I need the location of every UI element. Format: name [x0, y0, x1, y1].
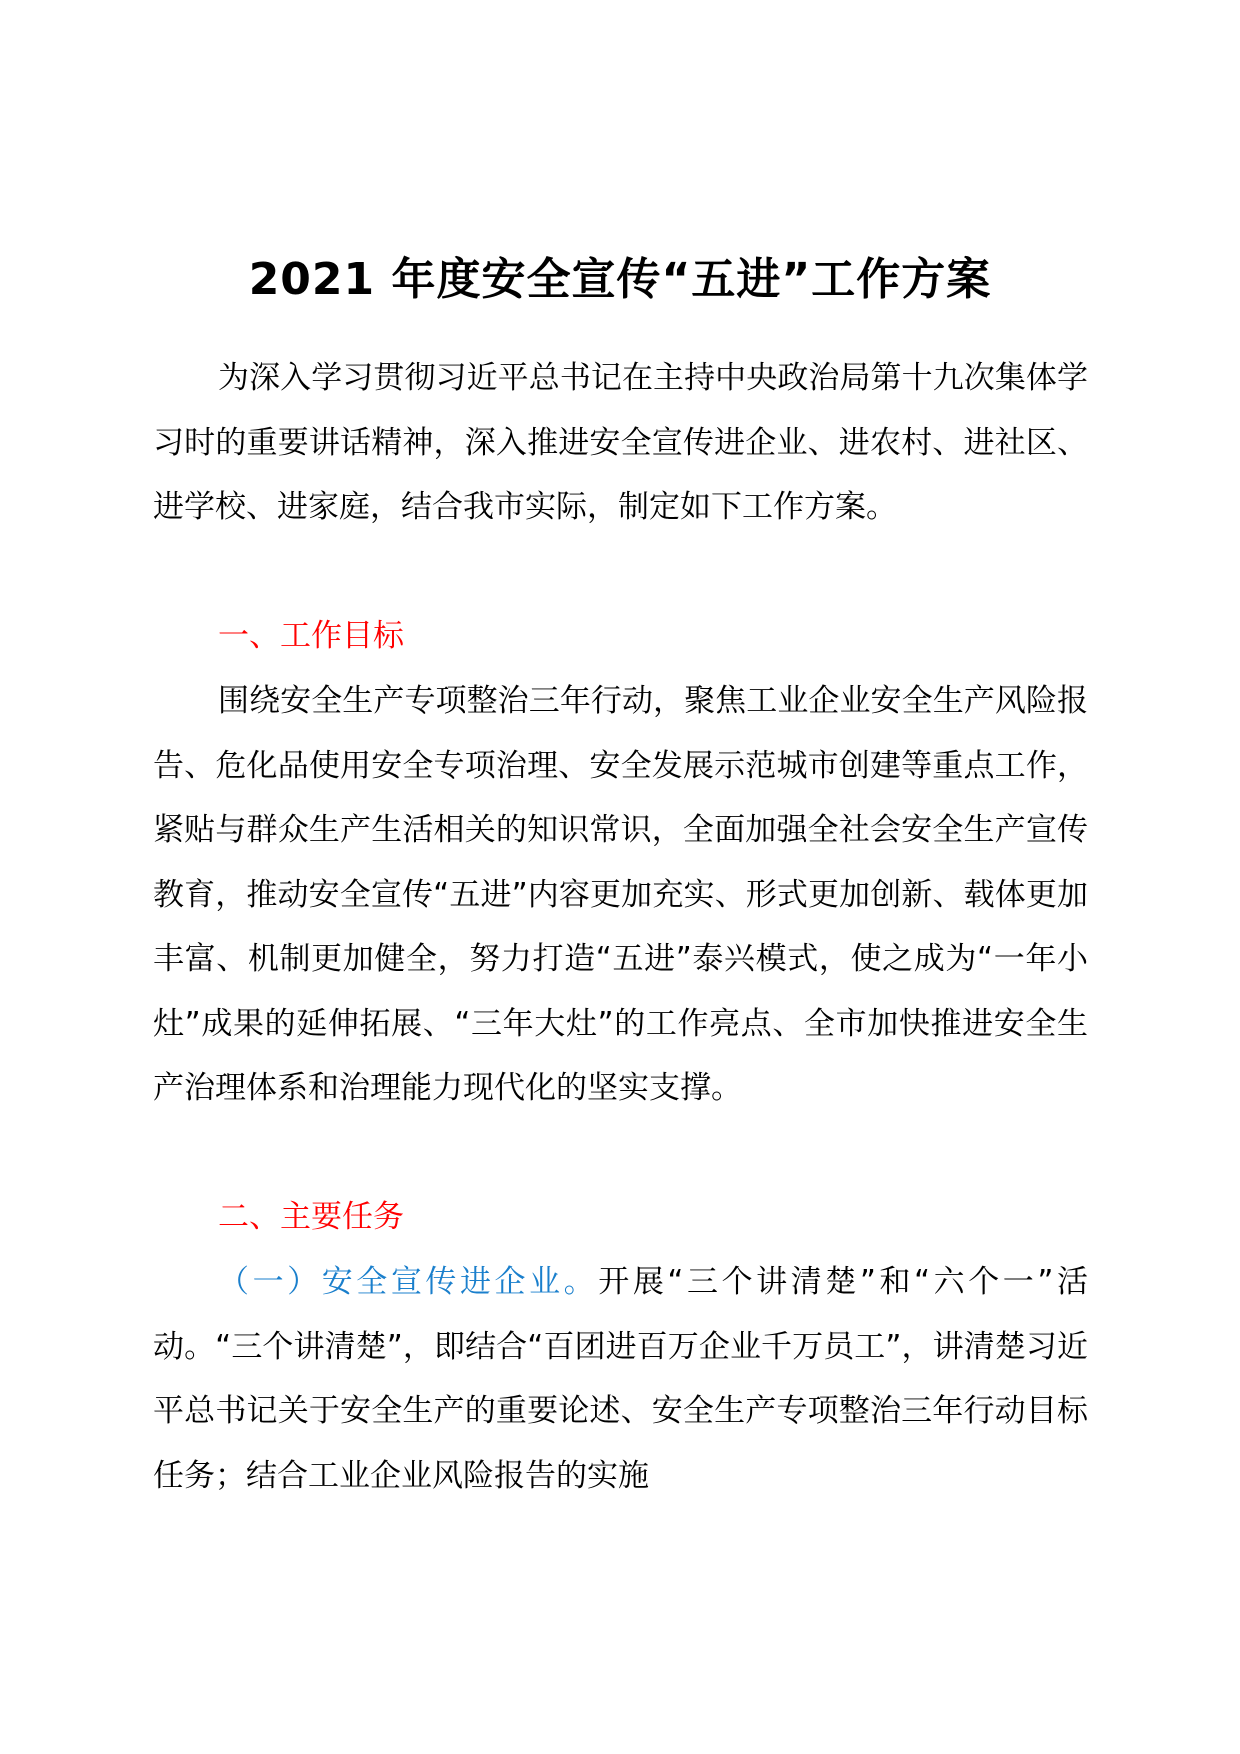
intro-paragraph: 为深入学习贯彻习近平总书记在主持中央政治局第十九次集体学习时的重要讲话精神，深入推进安全宣传进企业、进农村、进社区、进学校、进家庭，结合我市实际，制定如下工作方案。: [153, 360, 1088, 525]
section-heading-tasks: 二、主要任务: [218, 1199, 404, 1235]
goals-paragraph: 围绕安全生产专项整治三年行动，聚焦工业企业安全生产风险报告、危化品使用安全专项治理、安全发展示范城市创建等重点工作，紧贴与群众生产生活相关的知识常识，全面加强全社会安全生产宣传教育，推动安全宣传“五进”内容更加充实、形式更加创新、载体更加丰富、机制更加健全，努力打造“五进”泰兴模式，使之成为“一年小灶”成果的延伸拓展、“三年大灶”的工作亮点、全市加快推进安全生产治理体系和治理能力现代化的坚实支撑。: [153, 683, 1088, 1106]
task-paragraph-enterprise: [153, 1250, 1088, 1508]
task-text-enterprise: 开展“三个讲清楚”和“六个一”活动。“三个讲清楚”，即结合“百团进百万企业千万员工”，讲清楚习近平总书记关于安全生产的重要论述、安全生产专项整治三年行动目标任务；结合工业企业风险报告的实施: [153, 1264, 1088, 1494]
section-heading-goals: 一、工作目标: [218, 618, 404, 654]
subheading-enterprise: （一）安全宣传进企业。: [218, 1264, 599, 1300]
document-title: 2021 年度安全宣传“五进”工作方案: [248, 254, 992, 305]
